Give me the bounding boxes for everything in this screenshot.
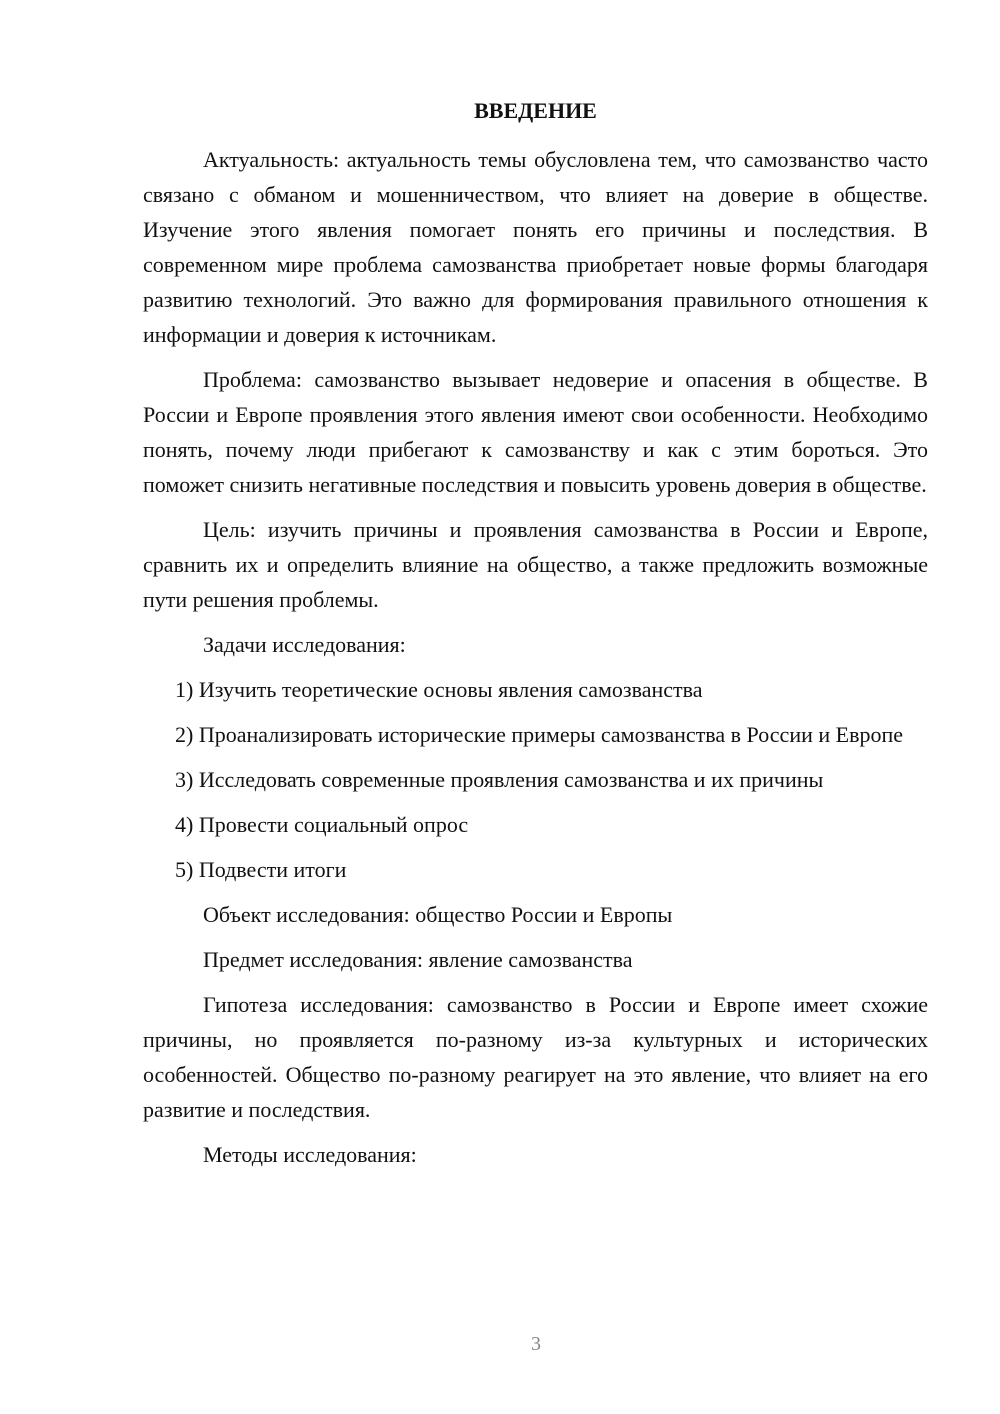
tasks-heading: Задачи исследования:	[203, 632, 406, 657]
methods-heading: Методы исследования:	[203, 1142, 417, 1167]
list-item: 2) Проанализировать исторические примеры самозванства в России и Европе	[175, 722, 904, 747]
list-item: 4) Провести социальный опрос	[175, 812, 469, 837]
list-item: 3) Исследовать современные проявления самозванства и их причины	[175, 767, 824, 792]
page-title: ВВЕДЕНИЕ	[474, 98, 597, 123]
problem-paragraph: Проблема: самозванство вызывает недоверие и опасения в обществе. В России и Европе проявления этого явления имеют свои особенности. Необходимо понять, почему люди прибегают к самозванству и как с этим бороться. Это поможет снизить негативные последствия и повысить уровень доверия в обществе.	[143, 367, 928, 497]
relevance-paragraph: Актуальность: актуальность темы обусловлена тем, что самозванство часто связано с обманом и мошенничеством, что влияет на доверие в обществе. Изучение этого явления помогает понять его причины и последствия. В современном мире проблема самозванства приобретает новые формы благодаря развитию технологий. Это важно для формирования правильного отношения к информации и доверия к источникам.	[143, 147, 928, 347]
object-paragraph: Объект исследования: общество России и Европы	[203, 902, 673, 927]
list-item: 1) Изучить теоретические основы явления самозванства	[175, 677, 703, 702]
page-number: 3	[531, 1333, 541, 1355]
list-item: 5) Подвести итоги	[175, 857, 347, 882]
goal-paragraph: Цель: изучить причины и проявления самозванства в России и Европе, сравнить их и определить влияние на общество, а также предложить возможные пути решения проблемы.	[143, 517, 928, 612]
subject-paragraph: Предмет исследования: явление самозванства	[203, 947, 633, 972]
hypothesis-paragraph: Гипотеза исследования: самозванство в России и Европе имеет схожие причины, но проявляется по-разному из-за культурных и исторических особенностей. Общество по-разному реагирует на это явление, что влияет на его развитие и последствия.	[143, 992, 928, 1122]
page-content	[143, 96, 928, 1182]
